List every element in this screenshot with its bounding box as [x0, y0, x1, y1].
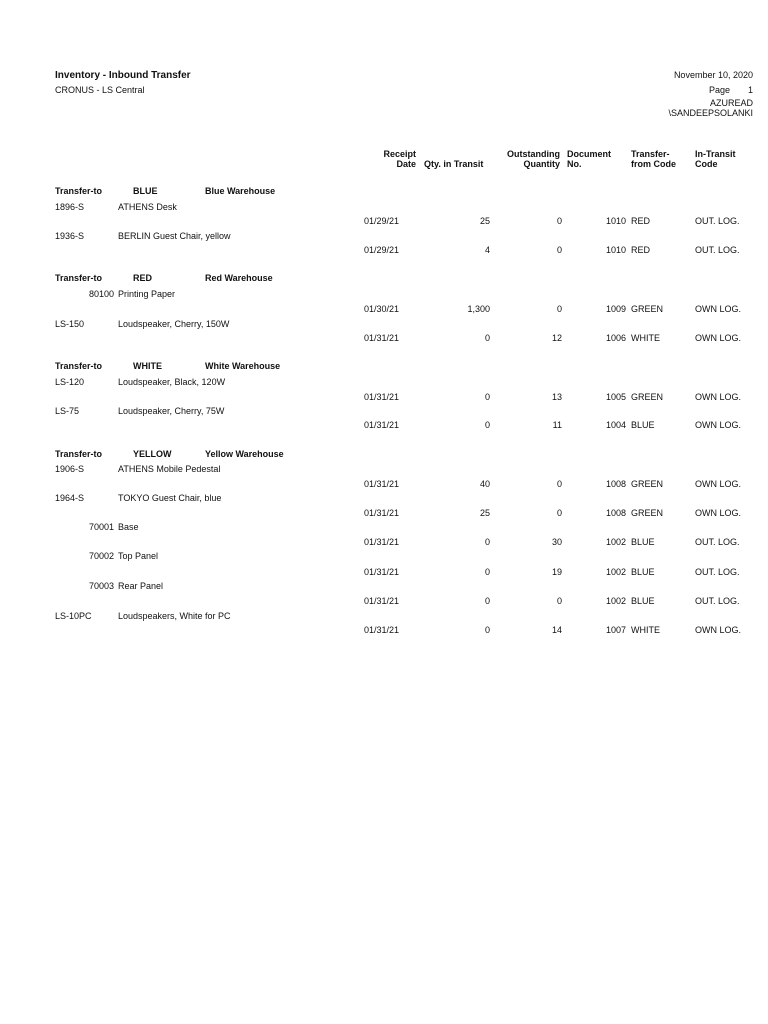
qty-in-transit: 25: [479, 216, 490, 226]
in-transit-code: OUT. LOG.: [695, 216, 740, 226]
in-transit-code: OWN LOG.: [695, 479, 742, 489]
item-description: ATHENS Mobile Pedestal: [118, 464, 221, 474]
qty-in-transit: 0: [484, 537, 490, 547]
group-code: YELLOW: [133, 449, 172, 459]
group-name: White Warehouse: [205, 361, 281, 371]
receipt-date: 01/31/21: [364, 479, 400, 489]
receipt-date: 01/29/21: [364, 245, 400, 255]
item-no: LS-75: [55, 406, 80, 416]
group-code: RED: [133, 273, 153, 283]
item-no: 80100: [88, 289, 114, 299]
transfer-from-code: BLUE: [631, 567, 655, 577]
outstanding-quantity: 19: [551, 567, 562, 577]
col-receipt-line1: Receipt: [383, 149, 416, 159]
col-transfer-from-line1: Transfer-: [631, 149, 670, 159]
col-transfer-from-line2: from Code: [631, 159, 676, 169]
receipt-date: 01/29/21: [364, 216, 400, 226]
group-name: Blue Warehouse: [205, 186, 276, 196]
receipt-date: 01/31/21: [364, 537, 400, 547]
item-description: Top Panel: [118, 551, 159, 561]
transfer-from-code: GREEN: [631, 304, 664, 314]
page-label: Page: [709, 85, 731, 95]
transfer-from-code: RED: [631, 216, 651, 226]
document-no: 1006: [605, 333, 626, 343]
item-description: Loudspeaker, Cherry, 150W: [118, 319, 230, 329]
col-transfer-from-code: [631, 149, 687, 169]
transfer-from-code: BLUE: [631, 420, 655, 430]
qty-in-transit: 25: [479, 508, 490, 518]
item-description: ATHENS Desk: [118, 202, 177, 212]
col-outstanding-line2: Quantity: [523, 159, 560, 169]
in-transit-code: OUT. LOG.: [695, 567, 740, 577]
item-description: Loudspeaker, Cherry, 75W: [118, 406, 225, 416]
receipt-date: 01/31/21: [364, 596, 400, 606]
receipt-date: 01/31/21: [364, 333, 400, 343]
receipt-date: 01/31/21: [364, 420, 400, 430]
outstanding-quantity: 0: [556, 596, 562, 606]
receipt-date: 01/31/21: [364, 392, 400, 402]
document-no: 1008: [605, 479, 626, 489]
item-description: BERLIN Guest Chair, yellow: [118, 231, 231, 241]
receipt-date: 01/31/21: [364, 508, 400, 518]
item-description: Loudspeakers, White for PC: [118, 611, 231, 621]
report-title: Inventory - Inbound Transfer: [55, 70, 191, 81]
in-transit-code: OUT. LOG.: [695, 537, 740, 547]
item-no: 70003: [88, 581, 114, 591]
in-transit-code: OUT. LOG.: [695, 596, 740, 606]
col-document-no: [567, 149, 623, 169]
document-no: 1008: [605, 508, 626, 518]
document-no: 1002: [605, 567, 626, 577]
user-id-line2: \SANDEEPSOLANKI: [668, 108, 753, 118]
receipt-date: 01/30/21: [364, 304, 400, 314]
document-no: 1002: [605, 537, 626, 547]
group-label: Transfer-to: [55, 361, 103, 371]
company-name: CRONUS - LS Central: [55, 85, 145, 95]
transfer-from-code: BLUE: [631, 596, 655, 606]
qty-in-transit: 4: [484, 245, 490, 255]
in-transit-code: OWN LOG.: [695, 392, 742, 402]
receipt-date: 01/31/21: [364, 625, 400, 635]
col-document-line1: Document: [567, 149, 612, 159]
item-no: LS-120: [55, 377, 85, 387]
document-no: 1002: [605, 596, 626, 606]
col-outstanding-line1: Outstanding: [507, 149, 560, 159]
outstanding-quantity: 14: [551, 625, 562, 635]
receipt-date: 01/31/21: [364, 567, 400, 577]
col-outstanding-quantity: [496, 149, 560, 169]
outstanding-quantity: 30: [551, 537, 562, 547]
transfer-from-code: GREEN: [631, 508, 664, 518]
document-no: 1004: [605, 420, 626, 430]
qty-in-transit: 0: [484, 392, 490, 402]
report-date: November 10, 2020: [673, 70, 753, 80]
in-transit-code: OWN LOG.: [695, 304, 742, 314]
in-transit-code: OWN LOG.: [695, 508, 742, 518]
item-no: 70002: [88, 551, 114, 561]
transfer-from-code: WHITE: [631, 625, 660, 635]
page-number: 1: [747, 85, 753, 95]
item-no: 1936-S: [55, 231, 85, 241]
outstanding-quantity: 0: [556, 245, 562, 255]
qty-in-transit: 0: [484, 333, 490, 343]
qty-in-transit: 0: [484, 420, 490, 430]
outstanding-quantity: 0: [556, 508, 562, 518]
in-transit-code: OWN LOG.: [695, 420, 742, 430]
col-receipt-date: [340, 149, 416, 169]
user-id-line1: AZUREAD: [709, 98, 753, 108]
col-in-transit-line1: In-Transit: [695, 149, 736, 159]
transfer-from-code: GREEN: [631, 392, 664, 402]
outstanding-quantity: 0: [556, 304, 562, 314]
transfer-from-code: BLUE: [631, 537, 655, 547]
col-in-transit-line2: Code: [695, 159, 718, 169]
col-receipt-line2: Date: [396, 159, 416, 169]
outstanding-quantity: 0: [556, 216, 562, 226]
qty-in-transit: 0: [484, 596, 490, 606]
item-no: LS-10PC: [55, 611, 92, 621]
item-description: Loudspeaker, Black, 120W: [118, 377, 226, 387]
item-no: 1964-S: [55, 493, 85, 503]
document-no: 1007: [605, 625, 626, 635]
document-no: 1009: [605, 304, 626, 314]
transfer-from-code: GREEN: [631, 479, 664, 489]
qty-in-transit: 0: [484, 625, 490, 635]
transfer-from-code: WHITE: [631, 333, 660, 343]
item-no: LS-150: [55, 319, 85, 329]
group-label: Transfer-to: [55, 449, 103, 459]
outstanding-quantity: 11: [552, 420, 562, 430]
document-no: 1010: [605, 216, 626, 226]
group-name: Yellow Warehouse: [205, 449, 284, 459]
outstanding-quantity: 12: [551, 333, 562, 343]
col-document-line2: No.: [567, 159, 582, 169]
group-label: Transfer-to: [55, 186, 103, 196]
in-transit-code: OUT. LOG.: [695, 245, 740, 255]
qty-in-transit: 40: [479, 479, 490, 489]
item-no: 1906-S: [55, 464, 85, 474]
outstanding-quantity: 13: [551, 392, 562, 402]
in-transit-code: OWN LOG.: [695, 333, 742, 343]
group-code: WHITE: [133, 361, 162, 371]
document-no: 1010: [605, 245, 626, 255]
qty-in-transit: 0: [484, 567, 490, 577]
qty-in-transit: 1,300: [467, 304, 490, 314]
item-description: Base: [118, 522, 139, 532]
transfer-from-code: RED: [631, 245, 651, 255]
in-transit-code: OWN LOG.: [695, 625, 742, 635]
group-code: BLUE: [133, 186, 158, 196]
item-no: 70001: [88, 522, 114, 532]
col-in-transit-code: [695, 149, 751, 169]
item-description: Rear Panel: [118, 581, 164, 591]
item-description: TOKYO Guest Chair, blue: [118, 493, 222, 503]
col-qty-in-transit: Qty. in Transit: [424, 159, 484, 169]
item-description: Printing Paper: [118, 289, 176, 299]
document-no: 1005: [605, 392, 626, 402]
outstanding-quantity: 0: [556, 479, 562, 489]
item-no: 1896-S: [55, 202, 85, 212]
group-name: Red Warehouse: [205, 273, 273, 283]
group-label: Transfer-to: [55, 273, 103, 283]
